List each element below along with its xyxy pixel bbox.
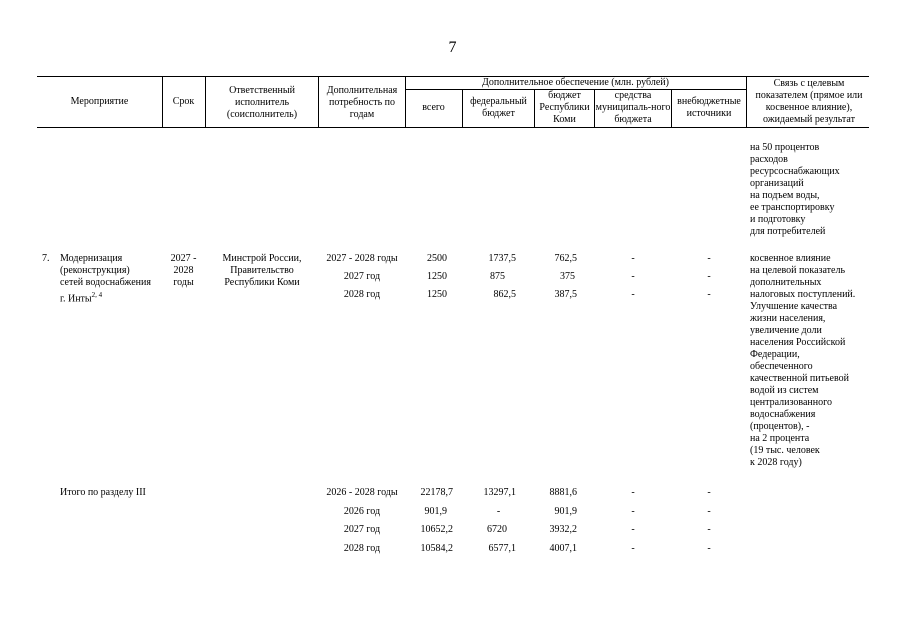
header-federal: федеральный бюджет <box>470 96 527 119</box>
term-line: 2027 - <box>170 253 197 264</box>
municipal-cell: - <box>631 524 635 535</box>
federal-cell: 6577,1 <box>488 543 516 554</box>
term-line: годы <box>173 277 194 288</box>
result-line: для потребителей <box>750 226 826 237</box>
header-need: Дополнительная потребность по годам <box>326 85 398 120</box>
result-line: ее транспортировку <box>750 202 835 213</box>
header-term: Срок <box>172 96 195 107</box>
measure-line: сетей водоснабжения <box>60 277 151 288</box>
period-cell: 2027 год <box>343 524 381 535</box>
period-cell: 2028 год <box>343 289 381 300</box>
extra-cell: - <box>707 524 711 535</box>
result-line: (19 тыс. человек <box>750 445 820 456</box>
result-line: Улучшение качества <box>750 301 838 312</box>
period-cell: 2026 год <box>343 506 381 517</box>
extra-cell: - <box>707 543 711 554</box>
period-cell: 2028 год <box>343 543 381 554</box>
federal-cell: 875 <box>490 271 505 282</box>
measure-line: Модернизация <box>60 253 123 264</box>
federal-cell: 13297,1 <box>483 487 516 498</box>
header-komi: бюджет Республики Коми <box>539 90 590 125</box>
result-line: обеспеченного <box>750 361 813 372</box>
municipal-cell: - <box>631 543 635 554</box>
executor-line: Правительство <box>230 265 294 276</box>
result-line: качественной питьевой <box>750 373 850 384</box>
komi-cell: 4007,1 <box>549 543 577 554</box>
result-line: ресурсоснабжающих <box>750 166 840 177</box>
total-cell: 1250 <box>427 289 447 300</box>
komi-cell: 375 <box>560 271 575 282</box>
result-line: водоснабжения <box>750 409 816 420</box>
total-cell: 1250 <box>427 271 447 282</box>
result-line: (процентов), - <box>750 421 810 432</box>
col-divider <box>205 76 206 127</box>
term-line: 2028 <box>173 265 194 276</box>
result-line: организаций <box>750 178 804 189</box>
municipal-cell: - <box>631 271 635 282</box>
header-measure: Мероприятие <box>70 96 129 107</box>
row-number: 7. <box>42 253 50 264</box>
municipal-cell: - <box>631 289 635 300</box>
komi-cell: 3932,2 <box>549 524 577 535</box>
result-line: к 2028 году) <box>750 457 802 468</box>
federal-cell: - <box>496 506 501 517</box>
result-line: косвенное влияние <box>750 253 831 264</box>
period-cell: 2027 - 2028 годы <box>326 253 398 264</box>
measure-line: (реконструкция) <box>60 265 130 276</box>
federal-cell: 6720 <box>487 524 507 535</box>
extra-cell: - <box>707 253 711 264</box>
result-line: жизни населения, <box>750 313 826 324</box>
total-cell: 10652,2 <box>420 524 453 535</box>
result-line: дополнительных <box>750 277 822 288</box>
total-cell: 2500 <box>427 253 447 264</box>
header-executor: Ответственный исполнитель (соисполнитель) <box>226 85 298 120</box>
komi-cell: 8881,6 <box>549 487 577 498</box>
header-bottom-border <box>37 127 869 128</box>
total-cell: 22178,7 <box>420 487 453 498</box>
result-line: на 50 процентов <box>750 142 820 153</box>
header-funding-group: Дополнительное обеспечение (млн. рублей) <box>482 77 669 88</box>
col-divider <box>746 76 747 127</box>
municipal-cell: - <box>631 253 635 264</box>
period-cell: 2027 год <box>343 271 381 282</box>
result-line: водой из систем <box>750 385 819 396</box>
result-line: на 2 процента <box>750 433 810 444</box>
result-line: расходов <box>750 154 788 165</box>
result-line: населения Российской <box>750 337 846 348</box>
federal-cell: 1737,5 <box>488 253 516 264</box>
header-extra: внебюджетные источники <box>677 96 741 119</box>
extra-cell: - <box>707 487 711 498</box>
komi-cell: 901,9 <box>554 506 577 517</box>
result-line: и подготовку <box>750 214 806 225</box>
municipal-cell: - <box>631 487 635 498</box>
header-total: всего <box>422 102 445 113</box>
result-line: на целевой показатель <box>750 265 845 276</box>
extra-cell: - <box>707 506 711 517</box>
measure-line: г. Инты$^{2, 4}$ <box>60 291 103 305</box>
header-link: Связь с целевым показателем (прямое или косвенное влияние), ожидаемый результат <box>755 78 863 125</box>
komi-cell: 387,5 <box>554 289 577 300</box>
header-municipal: средства муниципаль-ного бюджета <box>595 90 671 125</box>
result-line: увеличение доли <box>750 325 822 336</box>
extra-cell: - <box>707 289 711 300</box>
komi-cell: 762,5 <box>554 253 577 264</box>
total-cell: 901,9 <box>424 506 447 517</box>
federal-cell: 862,5 <box>493 289 516 300</box>
result-line: централизованного <box>750 397 832 408</box>
result-line: налоговых поступлений. <box>750 289 856 300</box>
period-cell: 2026 - 2028 годы <box>326 487 398 498</box>
municipal-cell: - <box>631 506 635 517</box>
page-number: 7 <box>448 39 457 56</box>
executor-line: Республики Коми <box>224 277 300 288</box>
total-cell: 10584,2 <box>420 543 453 554</box>
result-line: на подъем воды, <box>750 190 820 201</box>
footnote-marker: 2, 4 <box>91 291 103 299</box>
total-label: Итого по разделу III <box>60 487 146 498</box>
extra-cell: - <box>707 271 711 282</box>
result-line: Федерации, <box>750 349 800 360</box>
executor-line: Минстрой России, <box>222 253 302 264</box>
